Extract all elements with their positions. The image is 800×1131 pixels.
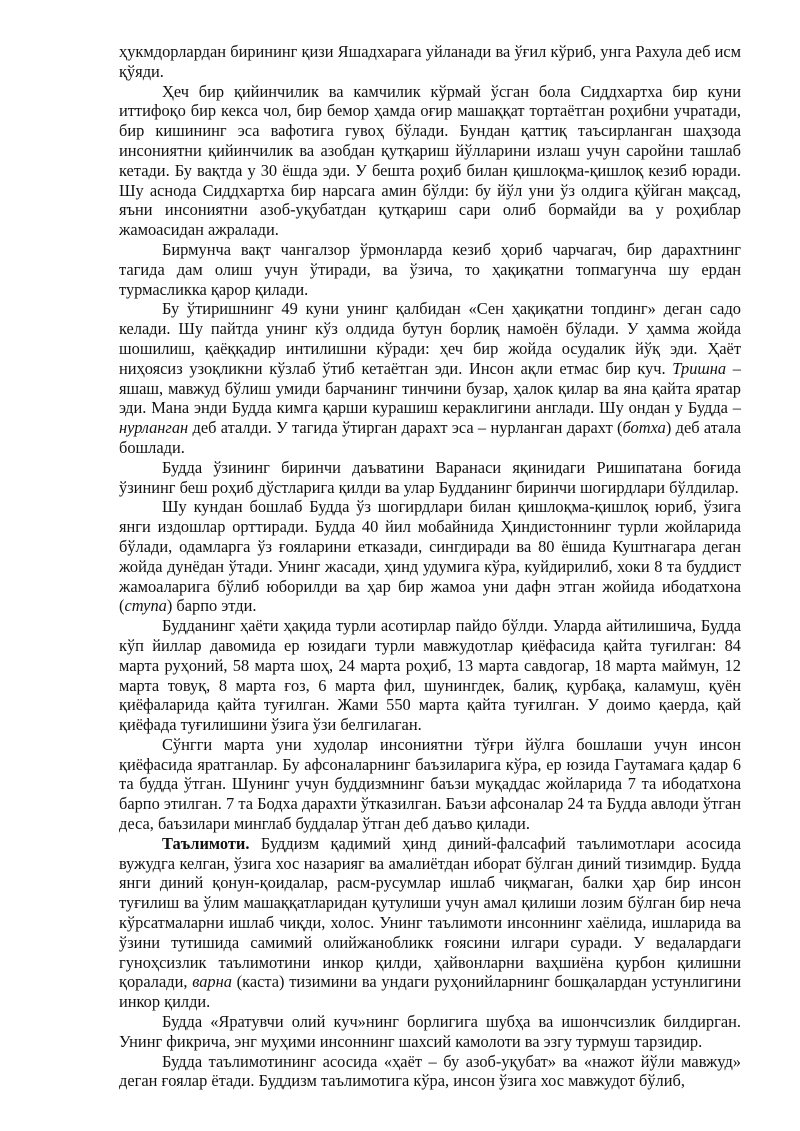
text-run: Сўнгги марта уни худолар инсониятни тўғри йўлга бошлаши учун инсон қиёфасида яратганлар. Бу афсоналарнинг баъзиларига кўра, ер юзида Гаутамага қадар 6 та будда ўтган. Шунинг учун буддизмнинг баъзи муқаддас жойларида 7 та ибодатхона барпо этилган. 7 та Бодха дарахти ўтказилган. Баъзи афсоналар 24 та Будда авлоди ўтган деса, баъзилари минглаб буддалар ўтган деб даъво қилади. — [119, 734, 741, 834]
paragraph — [119, 735, 741, 834]
text-run: Бу ўтиришнинг 49 куни унинг қалбидан «Сен ҳақиқатни топдинг» деган садо келади. Шу пайтда унинг кўз олдида бутун борлиқ намоён бўлади. У ҳамма жойда шошилиш, қаёққадир интилишни кўради: ҳеч бир жойда осудалик йўқ эди. Ҳаёт ниҳоясиз узоқликни кўзлаб ўтиб кетаётган эди. Инсон ақли етмас бир куч. — [119, 299, 741, 378]
text-run: Шу кундан бошлаб Будда ўз шогирдлари билан қишлоқма-қишлоқ юриб, ўзига янги издошлар орттиради. Будда 40 йил мобайнида Ҳиндистоннинг турли жойларида бўлади, одамларга ўз ғояларини етказади, сингдиради ва 80 ёшида Куштнагара деган жойда дунёдан ўтади. Унинг жасади, ҳинд удумига кўра, куйдирилиб, хоки 8 та буддист жамоаларига бўлиб юборилди ва ҳар бир жамоа уни дафн этган жойида ибодатхона ( — [119, 497, 741, 616]
text-run: Ҳеч бир қийинчилик ва камчилик кўрмай ўсган бола Сиддхартха бир куни иттифоқо бир кекса чол, бир бемор ҳамда оғир машаққат тортаётган роҳибни учратади, бир кишининг эса вафотига гувоҳ бўлади. Бундан қаттиқ таъсирланган шаҳзода инсониятни қийинчилик ва азобдан қутқариш йўлларини излаш учун саройни ташлаб кетади. Бу вақтда у 30 ёшда эди. У бешта роҳиб билан қишлоқма-қишлоқ кезиб юради. Шу аснода Сиддхартха бир нарсага амин бўлди: бу йўл уни ўз олдига қўйган мақсад, яъни инсониятни азоб-уқубатдан қутқариш сари олиб бормайди ва у роҳиблар жамоасидан ажралади. — [119, 81, 741, 240]
text-run: деб аталди. У тагида ўтирган дарахт эса – нурланган дарахт ( — [188, 418, 623, 438]
paragraph — [119, 497, 741, 616]
paragraph — [119, 1052, 741, 1092]
text-run: нурланган — [119, 418, 189, 438]
text-run: (каста) тизимини ва ундаги руҳонийларнинг бошқалардан устунлигини инкор қилди. — [119, 972, 741, 1012]
paragraph — [119, 82, 741, 240]
text-run: Будда «Яратувчи олий куч»нинг борлигига шубҳа ва ишончсизлик билдирган. Унинг фикрича, энг муҳими инсоннинг шахсий камолоти ва эзгу турмуш тарзидир. — [119, 1012, 741, 1051]
paragraph — [119, 458, 741, 498]
paragraph — [119, 834, 741, 1012]
paragraph — [119, 1012, 741, 1052]
text-run: Будда ўзининг биринчи даъватини Варанаси яқинидаги Ришипатана боғида ўзининг беш роҳиб дўстларига қилди ва улар Будданинг биринчи шогирдлари бўлдилар. — [119, 457, 741, 497]
document-page — [119, 42, 741, 1091]
text-run: Будда таълимотининг асосида «ҳаёт – бу азоб-уқубат» ва «нажот йўли мавжуд» деган ғоялар ётади. Буддизм таълимотига кўра, инсон ўзига хос мавжудот бўлиб, — [119, 1051, 741, 1091]
paragraph — [119, 616, 741, 735]
text-run: ҳукмдорлардан бирининг қизи Яшадхарага уйланади ва ўғил кўриб, унга Рахула деб исм қўяди. — [119, 42, 741, 81]
text-run: ) барпо этди. — [166, 596, 257, 616]
text-run: ботха — [622, 418, 666, 438]
text-run: ступа — [124, 596, 167, 616]
paragraph — [119, 240, 741, 299]
paragraph — [119, 42, 741, 82]
paragraph — [119, 299, 741, 457]
text-run: ) деб атала бошлади. — [119, 418, 741, 457]
text-run: варна — [192, 972, 232, 992]
section-heading-run: Таълимоти. — [162, 833, 250, 853]
text-run: Буддизм қадимий ҳинд диний-фалсафий таълимотлари асосида вужудга келган, ўзига хос назарияг ва амалиётдан иборат бўлган диний тизимдир. Будда янги диний қонун-қоидалар, расм-русумлар ишлаб чиқмаган, балки ҳар бир инсон туғилиш ва ўлим машаққатларидан қутулиши учун амал қилиши лозим бўлган бир неча кўрсатмаларни ишлаб чиқди, холос. Унинг таълимоти инсоннинг хаёлида, ишларида ва ўзини тутишида самимий олийжанобликк ғоясини илгари суради. У ведалардаги гуноҳсизлик таълимотини инкор қилди, ҳайвонларни ваҳшиёна қурбон қилишни қоралади, — [119, 833, 741, 992]
text-run: Бирмунча вақт чангалзор ўрмонларда кезиб ҳориб чарчагач, бир дарахтнинг тагида дам олиш учун ўтиради, ва ўзича, то ҳақиқатни топмагунча шу ердан турмасликка қарор қилади. — [119, 239, 741, 299]
text-run: Тришна — [672, 358, 727, 378]
text-run: – яшаш, мавжуд бўлиш умиди барчанинг тинчини бузар, ҳалок қилар ва яна қайта яратар эди. Мана энди Будда кимга қарши курашиш кераклигини англади. Шу ондан у Будда – — [119, 358, 741, 418]
text-run: Будданинг ҳаёти ҳақида турли асотирлар пайдо бўлди. Уларда айтилишича, Будда кўп йиллар давомида ер юзидаги турли мавжудотлар қиёфасида қайта туғилган: 84 марта руҳоний, 58 марта шоҳ, 24 марта роҳиб, 13 марта савдогар, 18 марта маймун, 12 марта товуқ, 8 марта ғоз, 6 марта фил, шунингдек, балиқ, қурбақа, каламуш, қуён қиёфаларида қайта туғилган. Жами 550 марта қайта туғилган. У доимо қаерда, қай қиёфада туғилишини ўзига ўзи белгилаган. — [119, 616, 741, 735]
